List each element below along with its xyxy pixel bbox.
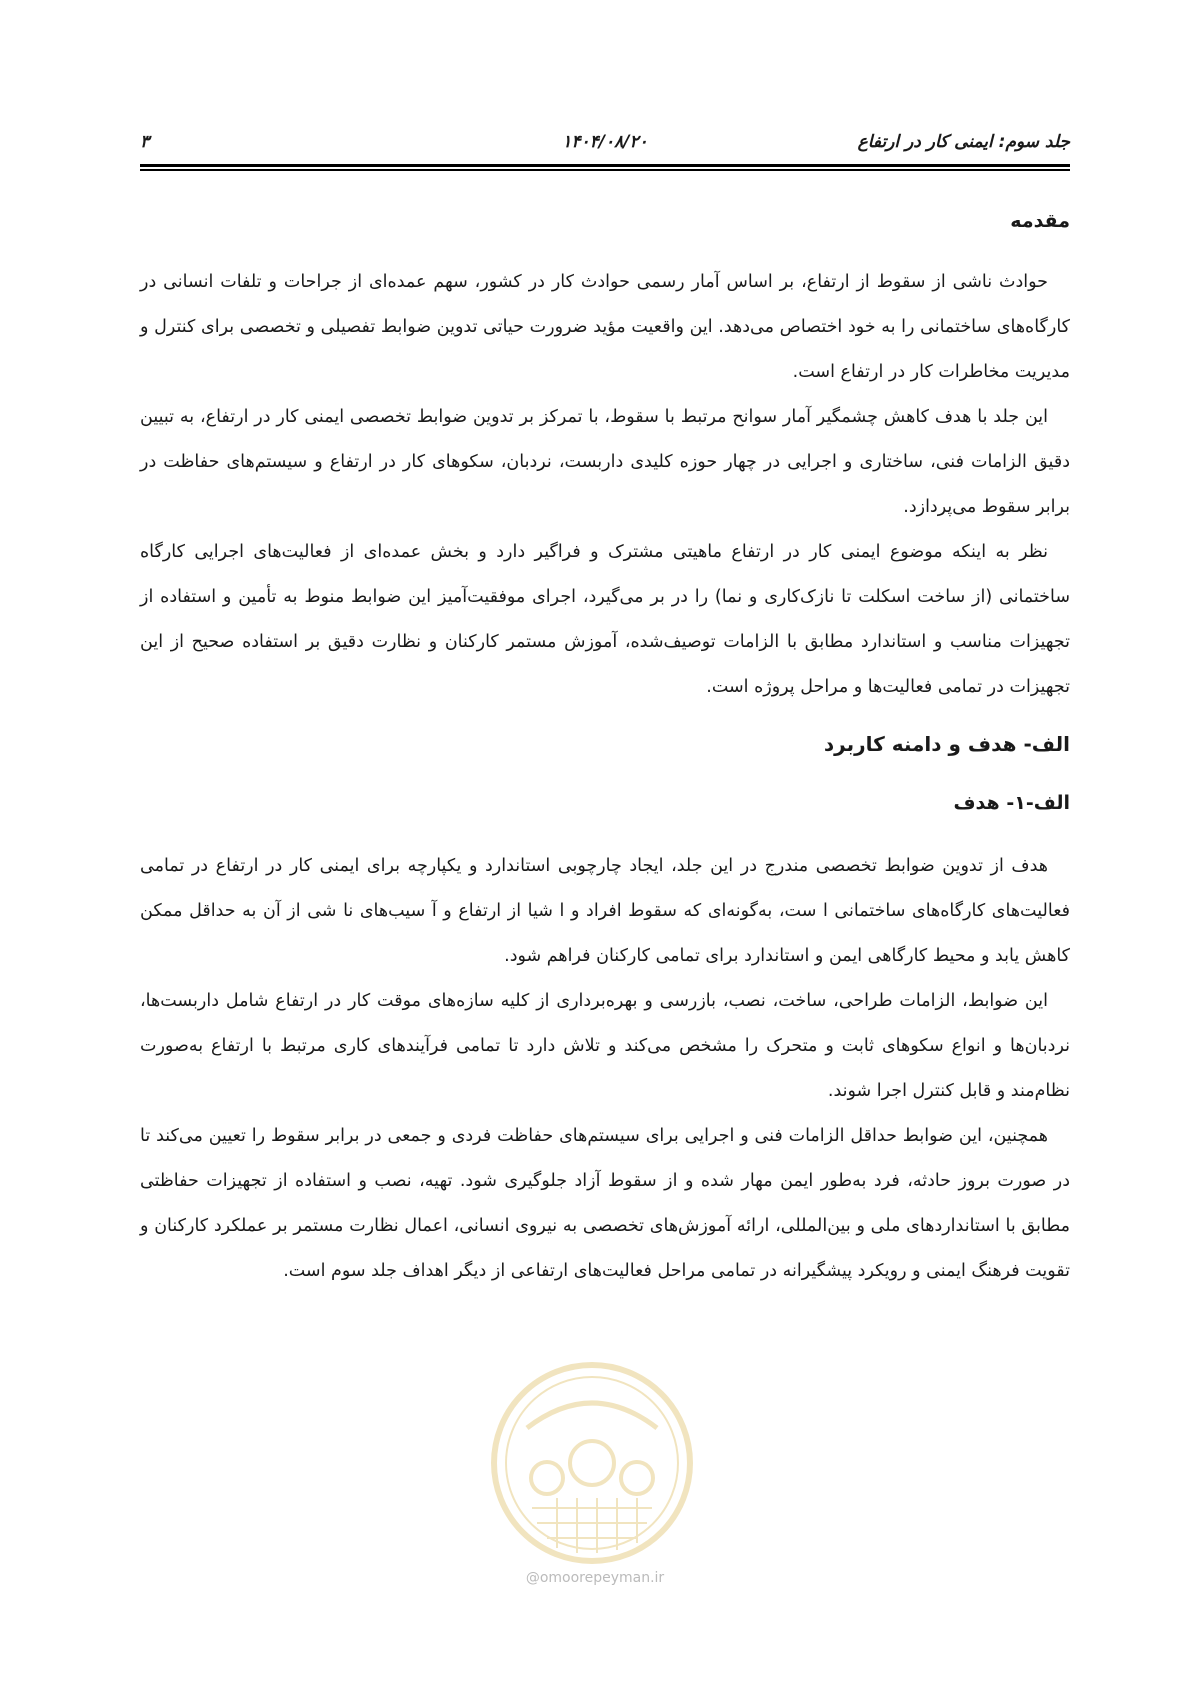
intro-heading: مقدمه	[1010, 210, 1070, 232]
page-header	[140, 122, 1070, 162]
intro-paragraph-3: نظر به اینکه موضوع ایمنی کار در ارتفاع ماهیتی مشترک و فراگیر دارد و بخش عمده‌ای از فعالیت‌های اجرایی کارگاه ساختمانی (از ساخت اسکلت تا نازک‌کاری و نما) را در بر می‌گیرد، اجرای موفقیت‌آمیز این ضوابط منوط به تأمین و استفاده از تجهیزات مناسب و استاندارد مطابق با الزامات توصیف‌شده، آموزش مستمر کارکنان و نظارت دقیق بر استفاده صحیح از این تجهیزات در تمامی فعالیت‌ها و مراحل پروژه است.	[140, 542, 1070, 697]
header-rule-thick	[140, 164, 1070, 167]
goal-paragraph-1: هدف از تدوین ضوابط تخصصی مندرج در این جلد، ایجاد چارچوبی استاندارد و یکپارچه برای ایمنی کار در ارتفاع در تمامی فعالیت‌های کارگاه‌های ساختمانی ا ست، به‌گونه‌ای که سقوط افراد و ا شیا از ارتفاع و آ سیب‌های نا شی از آن به حداقل ممکن کاهش یابد و محیط کارگاهی ایمن و استاندارد برای تمامی کارکنان فراهم شود.	[140, 856, 1070, 966]
watermark-logo-icon	[487, 1358, 697, 1568]
intro-paragraph-1: حوادث ناشی از سقوط از ارتفاع، بر اساس آمار رسمی حوادث کار در کشور، سهم عمده‌ای از جراحات و تلفات انسانی در کارگاه‌های ساختمانی را به خود اختصاص می‌دهد. این واقعیت مؤید ضرورت حیاتی تدوین ضوابط تفصیلی و تخصصی برای کنترل و مدیریت مخاطرات کار در ارتفاع است.	[140, 272, 1070, 382]
page-number: ۳	[140, 132, 150, 152]
watermark-url: @omoorepeyman.ir	[525, 1570, 665, 1586]
goal-paragraph-2: این ضوابط، الزامات طراحی، ساخت، نصب، بازرسی و بهره‌برداری از کلیه سازه‌های موقت کار در ارتفاع شامل داربست‌ها، نردبان‌ها و انواع سکوهای ثابت و متحرک را مشخص می‌کند و تلاش دارد تا تمامی فرآیندهای کاری مرتبط با ارتفاع به‌صورت نظام‌مند و قابل کنترل اجرا شوند.	[140, 991, 1070, 1101]
intro-paragraph-2: این جلد با هدف کاهش چشمگیر آمار سوانح مرتبط با سقوط، با تمرکز بر تدوین ضوابط تخصصی ایمنی کار در ارتفاع، به تبیین دقیق الزامات فنی، ساختاری و اجرایی در چهار حوزه کلیدی داربست، نردبان، سکوهای کار در ارتفاع و سیستم‌های حفاظت در برابر سقوط می‌پردازد.	[140, 407, 1070, 517]
goal-paragraph-3: همچنین، این ضوابط حداقل الزامات فنی و اجرایی برای سیستم‌های حفاظت فردی و جمعی در برابر سقوط را تعیین می‌کند تا در صورت بروز حادثه، فرد به‌طور ایمن مهار شده و از سقوط آزاد جلوگیری شود. تهیه، نصب و استفاده از تجهیزات حفاظتی مطابق با استانداردهای ملی و بین‌المللی، ارائه آموزش‌های تخصصی به نیروی انسانی، اعمال نظارت مستمر بر عملکرد کارکنان و تقویت فرهنگ ایمنی و رویکرد پیشگیرانه در تمامی مراحل فعالیت‌های ارتفاعی از دیگر اهداف جلد سوم است.	[140, 1126, 1070, 1281]
book-title: جلد سوم: ایمنی کار در ارتفاع	[857, 132, 1070, 152]
header-date: ۱۴۰۴/۰۸/۲۰	[562, 132, 648, 152]
page-content	[140, 210, 1070, 1294]
goal-heading: الف-۱- هدف	[953, 792, 1070, 814]
header-rule-thin	[140, 169, 1070, 171]
scope-heading: الف- هدف و دامنه کاربرد	[823, 732, 1070, 756]
